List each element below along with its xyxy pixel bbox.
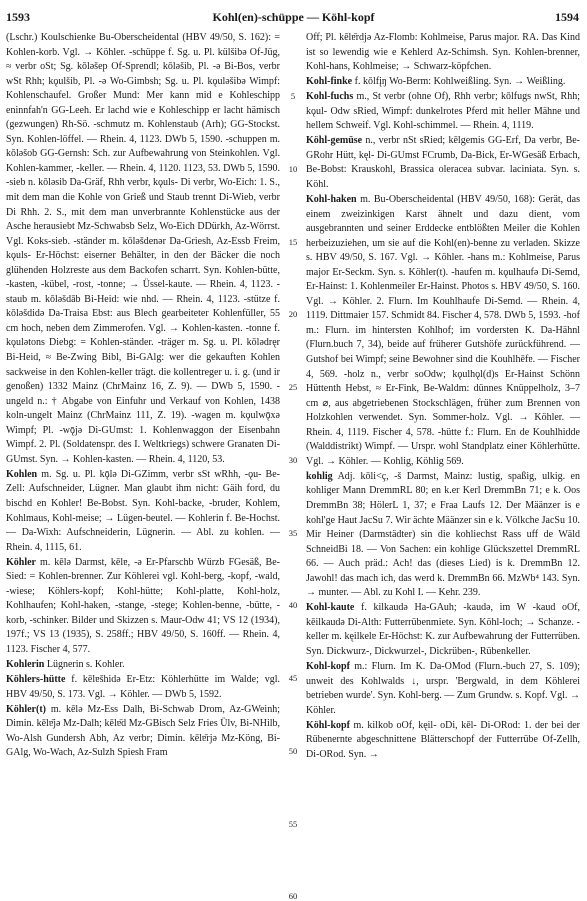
line-number: 15 [288, 236, 298, 247]
entry-headword: Kohl-kaute [306, 602, 355, 614]
dictionary-entry [6, 31, 280, 467]
entry-headword: Kohl-kopf [306, 661, 350, 673]
entry-headword: Köhl-gemüse [306, 135, 363, 147]
entry-headword: Köhl-kopf [306, 719, 350, 731]
entry-headword: Kohl-fuchs [306, 91, 354, 103]
dictionary-entry [306, 719, 580, 763]
entry-headword: Kohlen [6, 468, 38, 480]
line-number: 60 [288, 891, 298, 901]
line-number: 50 [288, 745, 298, 756]
entry-text: m. Bu-Oberscheidental (HBV 49/50, 168): Gerät, das einem zweizinkigen Karst ähnelt und dazu dient, vom ausgebrannten und seiner Erddecke entblößten Meiler die Kohlen herbeizuziehen, um sie auf die Kohl(en)-benne zu verladen. Skizze s. HBV 49/50, S. 167. Vgl. → Köhler. -hans m.: Kohlmeise, Parus major Er-Seckm. Syn. s. Köhler(t). -haufen m. kǫulhaufə Di-Semd, Er-Hainst: 1. Kohlenmeiler Er-Hainst. Photos s. HBV 49/50, S. 160. Vgl. → Köhler. 2. Flurn. Im Kouhlhaufe Di-Semd. — Rhein. 4, 1119. Dittmaier 157. Schmidt 84. Fischer 4, 578. DWb 5, 1593. -hof m.: Flurn. im hintersten Kohlhof; im vordersten K. Da-Hähnl (Flurn.buch 7, 34), beide auf früherer Gutshöfe zurückführend. — Gutshof bei Wimpf; seine Bewohner sind die Kouhlhēfɐ. — Fischer 4, 569. -holz n., verbr soOdw; kǫulhǫl(d)s Er-Hainst Schönn Hüttenth Hebst, ≈ Er-Fink, Be-Waldm: dünnes Knüppelholz, 3–7 cm ⌀, aus abgetriebenen Stockschlägen, früher zum Brennen von Holzkohlen verwendet. Syn. Sommer-holz. Vgl. → Köhler. — Rhein. 4, 1119. Fischer 4, 578. -hütte f.: Flurn. En de Kouhlhidde (Walddistrikt) Wimpf. — Urspr. wohl Standplatz einer Köhlerhütte. Vgl. → Köhler. — Kohlig, Köhlig 569. [306, 194, 580, 467]
entry-text: (Lschr.) Koulschienke Bu-Oberscheidental (HBV 49/50, S. 162): = Kohlen-korb. Vgl. → Köhler. -schüppe f. Sg. u. Pl. külšibə Of-Jüg, ≈ verbr oSt; Sg. kōləšep Of-Sprendl; kōləšib, Pl. -ə Bi-Bos, verbr wSt Rhh; kǫulšib, Pl. -ə Wo-Gimbsh; Sg. u. Pl. kǫuləšibə Wimpf: Kohlenschaufel. Großer Mund: Mer kann mid e Kohleschipp eninnfah'n GG-Leeh. Er lachd wie e Kohleschipp er lacht hämisch (gezwungen) Rh-Sö. -schmutz m. Kohlenstaub (Arh); GG-Stockst. Syn. Kohlen-löffel. — Rhein. 4, 1123. DWb 5, 1590. -schuppen m. kōləšob GG-Gernsh: Sch. zur Aufbewahrung von Steinkohlen. Vgl. Kohlen-kammer, -keller. — Rhein. 4, 1120. 1123, 53. DWb 5, 1590. -sieb n. kōləsib Da-Gräf, Rhh verbr, kǫuls- Di verbr, Wo-Eich: 1. S., mit dem man die Kohle von Grieß und Staub trennt Di-Wieb, verbr Di Rhh. 2. S., mit dem man unverbrannte Kohlenstücke aus der Asche herausiebt Mz-Schwabsb Selz, Wo-Eich DDürkh, Az-Wörrst. Vgl. Koks-sieb. -ständer m. kōləšdenər Da-Griesh, Az-Essb Freim, kǫuls- Er-Höchst: eiserner Behälter, in den der Bäcker die noch glühenden Holzreste aus dem Backofen scharrt. Syn. Kohlen-bütte, -kasten, -kübel, -rost, -tonne; → Üssel-kaute. — Rhein. 4, 1123. -staub m. kōləšdāb Bi-Heid: wie nhd. — Rhein. 4, 1123. -stütze f. kōləšdidə Da-Traisa Ebst: aus Blech gearbeiteter Kohlenfüller, 55 cm hoch, neben dem Zimmerofen. Vgl. → Kohlen-kasten. -tonne f. kǫulətons Diebg: = Kohlen-ständer. -träger m. Sg. u. Pl. kōlədręr Bi-Heid, ≈ Be-Zwing Bibl, Bi-GAlg: wer die gekauften Kohlen sackweise in den Kohlen-keller trägt. die kollentreger u. i. g. (und ir genoßen) 1332 Mainz (ChrMainz 16, Z. 9). — DWb 5, 1590. -ungeld n.: † Abgabe von Einfuhr und Verkauf von Kohlen, 1438 koln-ungelt Mainz (ChrMainz 111, Z. 19). -wagen m. kǫulwǭxə Wimpf; Pl. -wǭjə Di-GUmst: 1. Kohlenwaggon der Eisenbahn Wimpf. 2. Pl. (Soldatenspr. des I. Weltkriegs) schwere Granaten Di-GUmst. Syn. → Kohlen-kasten. — Rhein. 4, 1120, 53. [6, 32, 280, 465]
entry-text: f. kēlɐšhidə Er-Etz: Köhlerhütte im Walde; vgl. HBV 49/50, S. 173. Vgl. → Köhler. — DWb 5, 1592. [6, 674, 280, 700]
dictionary-entry [306, 31, 580, 75]
entry-text: m. kēlə Mz-Ess Dalh, Bi-Schwab Drom, Az-GWeinh; Dimin. kēlɐ̄jə Mz-Dalh; kēlɐ̄d Mz-GBisch Selz Fries Ülv, Bi-NHilb, Wo-Alsh Gundersh Abh, Az verbr; Dimin. kēlɐ̄rjə Mz-Köng, Bi-GAlg, Wo-Wach, Az-Sulzh Spiesh Fram [6, 703, 280, 759]
line-number: 10 [288, 163, 298, 174]
dictionary-entry [306, 134, 580, 192]
line-number: 55 [288, 818, 298, 829]
entry-headword: Köhlers-hütte [6, 674, 66, 686]
left-page-number: 1593 [6, 10, 30, 24]
dictionary-entry [306, 660, 580, 718]
entry-headword: Köhler(t) [6, 703, 46, 715]
entry-text: Adj. kōli<ç, -š Darmst, Mainz: lustig, spaßig, ulkig. en kohliger Mann DremmRL 80; en k.er Kerl DremmBn 71; e k. Oos DremmBn 38; HölerL 1, 37; e Fraa Laufs 12. Der Määnzer is e kohl'ge Haut JacSu 7. Wir ächte Määnzer sin e k. Völkche JacSu 10. Mir Heiner (Darmstädter) sin die kohliechst Rass uff de Wäld SchneidBi 18. — Von Sachen: ein kohlige Glückszettel DremmRL 66. — Auch präd.: Ach! das (dieses Lied) is k. DremmBn 12. Jawohl! das mach ich, das werd k. DremmBn 66. MzWb⁴ 143. Syn. → munter. — Abl. zu Kohl I. — Kehr. 239. [306, 470, 580, 599]
entry-text: Off; Pl. kēlɐ̄rdjə Az-Flomb: Kohlmeise, Parus major. RA. Das Kind ist so lewendig wie e Kehlerd Az-Schimsh. Syn. Kohlen-brenner, Kohl-hans, Kohlmeise; → Schwarz-köpfchen. [306, 32, 580, 73]
dictionary-entry [306, 75, 580, 90]
dictionary-entry [306, 470, 580, 601]
dictionary-entry [6, 556, 280, 658]
dictionary-entry [6, 658, 280, 673]
dictionary-entry [6, 468, 280, 555]
line-number: 5 [290, 91, 296, 102]
line-number: 40 [288, 600, 298, 611]
right-column [306, 31, 580, 865]
right-page-number: 1594 [555, 10, 579, 24]
entry-text: m., St verbr (ohne Of), Rhh verbr; kōlfugs nwSt, Rhh; kǫul- Odw sRied, Wimpf: dunkelrotes Pferd mit heller Mähne und hellem Schweif. Vgl. Kohl-schimmel. — Rhein. 4, 1119. [306, 91, 580, 132]
entry-headword: kohlig [306, 470, 333, 482]
entry-headword: Köhler [6, 556, 36, 568]
left-column [6, 31, 280, 865]
entry-text: m. Sg. u. Pl. kǭlə Di-GZimm, verbr sSt wRhh, -ǫu- Be-Zell: Aufschneider, Lügner. Man glaubt ihm nicht: Gäih ford, du bischd en Kohler! Be-Bobst. Syn. Kohl-backe, -bruder, Kohlem, Kohlmaus, Kohl-meise; → Lügen-beutel. — Kohlerin f. Be-Hochst. — Da-Wixh: Aufschneiderin, Lügnerin. — Abl. zu kohlen. — Rhein. 4, 1115, 61. [6, 468, 280, 553]
entry-headword: Kohl-haken [306, 194, 357, 206]
dictionary-entry [306, 601, 580, 659]
line-number: 25 [288, 382, 298, 393]
entry-text: Lügnerin s. Kohler. [46, 659, 125, 671]
entry-text: m.: Flurn. Im K. Da-OMod (Flurn.-buch 27, S. 109); unweit des Kohlwalds ↓, urspr. 'Bergwald, in dem Köhlerei betrieben wurde'. Syn. Kohl-berg. — Zum Grundw. s. Kopf. Vgl. → Köhler. [306, 661, 580, 716]
dictionary-entry [6, 673, 280, 702]
line-number: 30 [288, 454, 298, 465]
entry-text: m. kēlə Darmst, kēlɐ, -ə Er-Pfarschb Würzb FGesäß, Be-Sied: = Kohlen-brenner. Zur Köhlerei vgl. Kohl-berg, -kopf, -wald, -wiese; Köhlers-kopf; Kohl-hütte; Kohl-platte, Kohl-holz, Kohlhaufen; Kohl-haken, -stange, -stege; Kohlen-benne, -bütte, -korb, -schinker. Bilder und Skizzen s. Maur-Odw 41; VS 12 (1934), 197f.; VS 13 (1935), S. 258ff.; HBV 49/50, S. 160ff. — Rhein. 4, 1123. Fischer 4, 577. [6, 556, 280, 655]
entry-text: m. kilkob oOf, kęil- oDi, kēl- Di-ORod: 1. der bei der Rübenernte abgeschnittene Blätterschopf der Futterrübe Of-Zellh, Di-ORod. Syn. → [306, 719, 580, 760]
line-number: 20 [288, 309, 298, 320]
dictionary-entry [6, 703, 280, 761]
entry-headword: Kohlerin [6, 659, 45, 671]
entry-text: f. kōlfįŋ Wo-Berm: Kohlweißling. Syn. → Weißling. [354, 76, 566, 88]
entry-headword: Kohl-finke [306, 76, 353, 88]
dictionary-entry [306, 90, 580, 134]
entry-text: n., verbr nSt sRied; kēlgemis GG-Erf, Da verbr, Be-GRohr Hütt, kęl- Di-GUmst FCrumb, Da-Bick, Er-WGesäß Erbach, Be-Bobst: Krauskohl, Brassica oleracea subvar. laciniata. Syn. s. Köhl. [306, 135, 580, 190]
running-head: Kohl(en)-schüppe — Köhl-kopf [212, 10, 375, 24]
entry-text: f. kilkaudə Ha-GAuh; -kaudə, im W -kaud oOf, kēilkaudə Di-Alth: Futterrübenmiete. Syn. Köhl-loch; → Schanze. -keller m. kęilkelɐ Er-Höchst: K. zur Aufbewahrung der Futterrüben. Syn. Dickwurz-, Dickwurzel-, Dickrüben-, Rübenkeller. [306, 602, 580, 657]
dictionary-entry [306, 193, 580, 469]
line-number: 45 [288, 673, 298, 684]
line-number: 35 [288, 527, 298, 538]
